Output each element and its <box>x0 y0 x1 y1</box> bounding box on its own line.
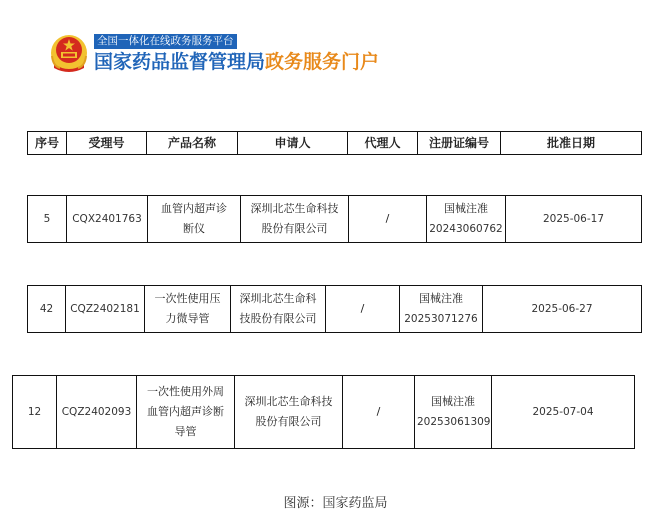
table-row <box>28 196 642 243</box>
column-header: 注册证编号 <box>418 132 501 155</box>
agent-cell: / <box>326 286 400 333</box>
national-emblem-icon <box>50 30 88 72</box>
column-header-table <box>27 131 642 155</box>
applicant-cell: 深圳北芯生命科技 股份有限公司 <box>241 196 349 243</box>
portal-title-main: 国家药品监督管理局 <box>94 51 266 73</box>
table-row <box>13 376 635 449</box>
table-header-row <box>28 132 642 155</box>
agent-cell: / <box>343 376 415 449</box>
applicant-cell: 深圳北芯生命科技 股份有限公司 <box>235 376 343 449</box>
portal-title <box>94 50 379 74</box>
date-cell: 2025-07-04 <box>492 376 635 449</box>
reg-no-cell: 国械注准 20253071276 <box>400 286 483 333</box>
image-source-caption: 图源：国家药监局 <box>283 496 388 511</box>
record-table <box>12 375 635 449</box>
accept-no-cell: CQX2401763 <box>67 196 148 243</box>
product-cell: 一次性使用压 力微导管 <box>145 286 231 333</box>
agent-cell: / <box>349 196 427 243</box>
platform-subtitle: 全国一体化在线政务服务平台 <box>94 34 237 49</box>
product-cell: 血管内超声诊 断仪 <box>148 196 241 243</box>
column-header: 序号 <box>28 132 67 155</box>
seq-cell: 5 <box>28 196 67 243</box>
record-table <box>27 285 642 333</box>
seq-cell: 42 <box>28 286 66 333</box>
site-header <box>50 30 450 80</box>
date-cell: 2025-06-27 <box>483 286 642 333</box>
column-header: 代理人 <box>348 132 418 155</box>
reg-no-cell: 国械注准 20243060762 <box>427 196 506 243</box>
product-cell: 一次性使用外周 血管内超声诊断 导管 <box>137 376 235 449</box>
portal-title-accent: 政务服务门户 <box>265 51 380 73</box>
accept-no-cell: CQZ2402181 <box>66 286 145 333</box>
column-header: 受理号 <box>67 132 147 155</box>
date-cell: 2025-06-17 <box>506 196 642 243</box>
accept-no-cell: CQZ2402093 <box>57 376 137 449</box>
applicant-cell: 深圳北芯生命科 技股份有限公司 <box>231 286 326 333</box>
table-row <box>28 286 642 333</box>
column-header: 产品名称 <box>147 132 238 155</box>
column-header: 申请人 <box>238 132 348 155</box>
record-table <box>27 195 642 243</box>
seq-cell: 12 <box>13 376 57 449</box>
reg-no-cell: 国械注准 20253061309 <box>415 376 492 449</box>
column-header: 批准日期 <box>501 132 642 155</box>
